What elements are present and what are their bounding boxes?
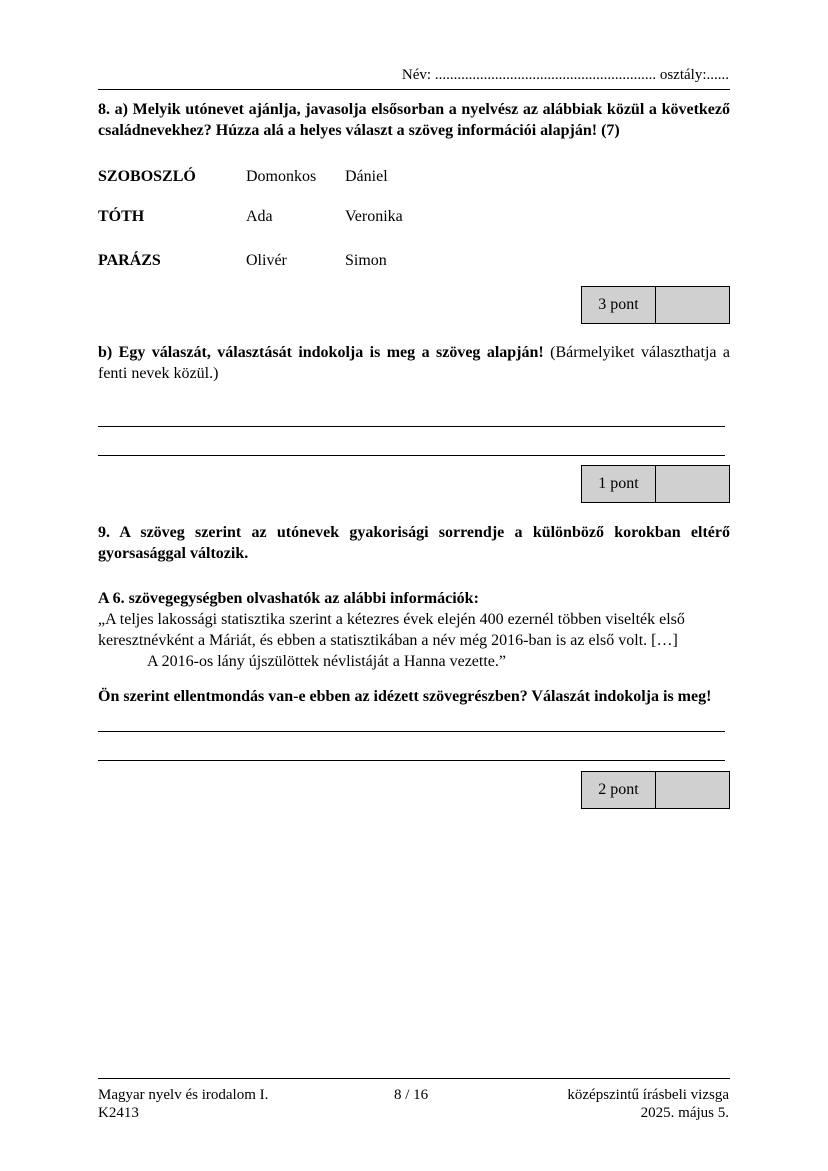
footer-divider xyxy=(98,1078,730,1079)
score-label: 2 pont xyxy=(582,772,656,808)
score-box-q9 xyxy=(581,771,730,809)
q8b-prompt-rest: (Bármelyiket választhatja a fenti nevek közül.) xyxy=(98,344,731,382)
score-box-q8a xyxy=(581,286,730,324)
option-domonkos[interactable]: Domonkos xyxy=(246,168,317,185)
option-ada[interactable]: Ada xyxy=(246,208,273,225)
score-box-q8b xyxy=(581,465,730,503)
header-divider xyxy=(98,89,730,90)
answer-line[interactable] xyxy=(98,731,725,732)
q8b-prompt xyxy=(98,342,730,384)
surname-szoboszlo: SZOBOSZLÓ xyxy=(98,168,196,185)
q8a-prompt: 8. a) Melyik utónevet ajánlja, javasolja elsősorban a nyelvész az alábbiak közül a következő családnevekhez? Húzza alá a helyes választ a szöveg információi alapján! (7) xyxy=(98,101,730,139)
answer-line[interactable] xyxy=(98,455,725,456)
score-label: 1 pont xyxy=(582,466,656,502)
q9-question: Ön szerint ellentmondás van-e ebben az idézett szövegrészben? Válaszát indokolja is meg! xyxy=(98,688,712,705)
option-oliver[interactable]: Olivér xyxy=(246,252,287,269)
answer-line[interactable] xyxy=(98,426,725,427)
quote-line-1: „A teljes lakossági statisztika szerint a kétezres évek elején 400 ezernél többen viselték első keresztnévként a Máriát, és ebben a statisztikában a név még 2016-ban is az első volt. […] xyxy=(98,611,685,649)
option-veronika[interactable]: Veronika xyxy=(345,208,403,225)
option-daniel[interactable]: Dániel xyxy=(345,168,388,185)
q9-quote xyxy=(98,609,730,672)
quote-line-2: A 2016-os lány újszülöttek névlistáját a Hanna vezette.” xyxy=(147,653,506,670)
q9-prompt: 9. A szöveg szerint az utónevek gyakorisági sorrendje a különböző korokban eltérő gyorsasággal változik. xyxy=(98,524,730,562)
score-label: 3 pont xyxy=(582,287,656,323)
surname-parazs: PARÁZS xyxy=(98,252,161,269)
footer-code: K2413 xyxy=(98,1105,139,1121)
answer-line[interactable] xyxy=(98,760,725,761)
q9-info-title: A 6. szövegegységben olvashatók az alábbi információk: xyxy=(98,590,479,607)
footer-date: 2025. május 5. xyxy=(640,1105,729,1121)
score-cell[interactable] xyxy=(656,772,729,808)
name-class-field: Név: ........................................................... osztály:...... xyxy=(401,67,729,83)
option-simon[interactable]: Simon xyxy=(345,252,387,269)
score-cell[interactable] xyxy=(656,466,729,502)
footer-page-number: 8 / 16 xyxy=(394,1087,429,1103)
footer-subject: Magyar nyelv és irodalom I. xyxy=(98,1087,269,1103)
footer-level: középszintű írásbeli vizsga xyxy=(567,1087,729,1103)
score-cell[interactable] xyxy=(656,287,729,323)
surname-toth: TÓTH xyxy=(98,208,145,225)
q8b-prompt-bold: b) Egy válaszát, választását indokolja is meg a szöveg alapján! xyxy=(98,344,544,361)
